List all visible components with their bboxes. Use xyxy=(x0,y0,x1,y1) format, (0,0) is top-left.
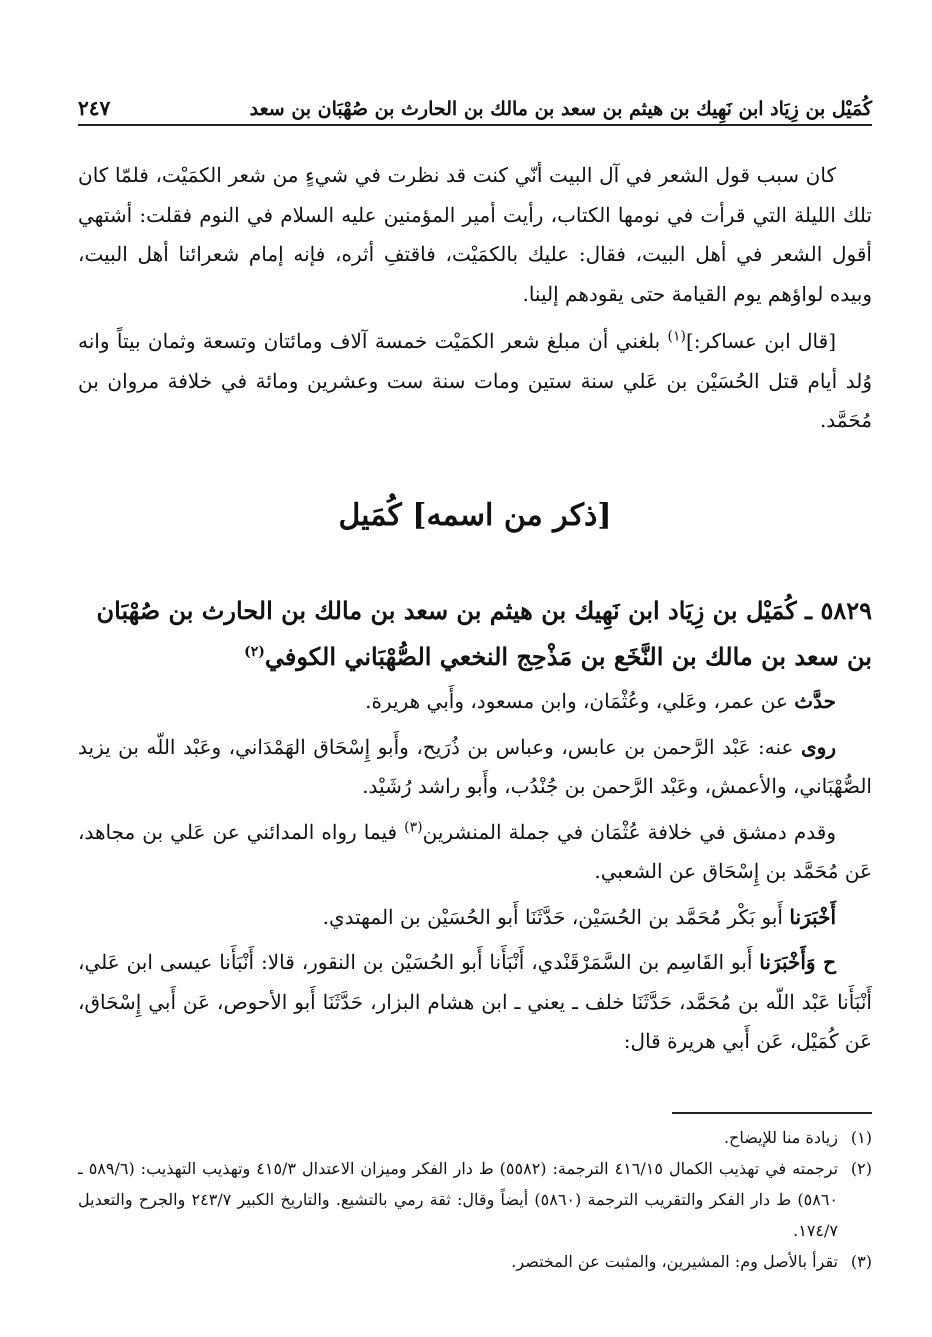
rawa-text: عنه: عَبْد الرَّحمن بن عابس، وعباس بن ذُرَيح، وأَبو إِسْحَاق الهَمْدَاني، وعَبْد اللّه بن يزيد الصُّهْبَاني، والأعمش، وعَبْد الرَّحمن بن جُنْدُب، وأَبو راشد رُشَيْد. xyxy=(78,734,872,798)
entry-text-block xyxy=(78,682,872,1062)
keyword-haddath: حدَّث xyxy=(794,689,836,713)
paragraph-ibn-asakir xyxy=(78,322,872,441)
entry-title: ٥٨٢٩ ـ كُمَيْل بن زِيَاد ابن نَهِيك بن هيثم بن سعد بن مالك بن الحارث بن صُهْبَان بن سعد بن مالك بن النَّخَع بن مَذْحِج النخعي الصُّهْبَاني الكوفي xyxy=(96,596,872,671)
entry-heading xyxy=(78,588,872,680)
running-title: كُمَيْل بن زِيَاد ابن نَهِيك بن هيثم بن سعد بن مالك بن الحارث بن صُهْبَان بن سعد xyxy=(249,98,872,120)
keyword-rawa: روى xyxy=(801,734,836,759)
footnote-ref-1[interactable]: (١) xyxy=(667,328,687,345)
footnote-text: تقرأ بالأصل وم: المشيرين، والمثبت عن المختصر. xyxy=(511,1252,838,1271)
footnote-item xyxy=(78,1153,872,1246)
footnote-text: زيادة منا للإيضاح. xyxy=(723,1128,838,1147)
paragraph-qadima xyxy=(78,813,872,892)
paragraph-hawa xyxy=(78,943,872,1062)
footnote-text: ترجمته في تهذيب الكمال ٤١٦/١٥ الترجمة: (٥٥٨٢) ط دار الفكر وميزان الاعتدال ٤١٥/٣ وتهذيب التهذيب: (٥٨٩/٦ ـ ٥٨٦٠) ط دار الفكر والتقريب الترجمة (٥٨٦٠) أيضاً وقال: ثقة رمي بالتشيع. والتاريخ الكبير ٢٤٣/٧ والجرح والتعديل ١٧٤/٧. xyxy=(78,1159,839,1240)
haddath-text: عن عمر، وعَلي، وعُثْمَان، وابن مسعود، وأَبي هريرة. xyxy=(365,689,795,713)
hawa-text: أَبو القَاسِم بن السَّمَرْقَنْدي، أَنْبَأَنا أَبو الحُسَيْن بن النقور، قالا: أَنْبَأَنا عيسى ابن عَلي، أَنْبَأَنا عَبْد اللّه بن مُحَمَّد، حَدَّثَنَا خلف ـ يعني ـ ابن هشام البزار، حَدَّثَنَا أَبو الأحوص، عَن أَبي إِسْحَاق، عَن كُمَيْل، عَن أَبي هريرة قال: xyxy=(78,950,872,1053)
top-text-block xyxy=(78,156,872,441)
footnote-item xyxy=(78,1246,872,1277)
footnote-item xyxy=(78,1122,872,1153)
footnote-number: (١) xyxy=(850,1128,872,1147)
page-number: ٢٤٧ xyxy=(78,96,111,120)
footnote-ref-3[interactable]: (٣) xyxy=(404,818,423,835)
footnote-number: (٣) xyxy=(850,1252,872,1271)
keyword-hawa: ح وَأَخْبَرَنا xyxy=(759,950,836,974)
paragraph-rawa xyxy=(78,728,872,807)
footnote-number: (٢) xyxy=(850,1159,872,1178)
page-header xyxy=(78,86,872,126)
keyword-akhbarana: أَخْبَرَنا xyxy=(789,904,836,929)
footnote-divider xyxy=(672,1112,872,1114)
ibn-asakir-text: بلغني أن مبلغ شعر الكمَيْت خمسة آلاف ومائتان وتسعة وثمان بيتاً وانه وُلد أيام قتل الحُسَيْن بن عَلي سنة ستين ومات سنة ست وعشرين ومائة في خلافة مروان بن مُحَمَّد. xyxy=(78,329,872,432)
akhbarana-text: أَبو بَكْر مُحَمَّد بن الحُسَيْن، حَدَّثَنَا أَبو الحُسَيْن بن المهتدي. xyxy=(322,904,790,929)
footnotes xyxy=(78,1122,872,1277)
paragraph-dream: كان سبب قول الشعر في آل البيت أنّي كنت قد نظرت في شيءٍ من شعر الكمَيْت، فلمّا كان تلك الليلة التي قرأت في نومها الكتاب، رأيت أمير المؤمنين عليه السلام في النوم فقلت: أشتهي أقول الشعر في أهل البيت، فقال: عليك بالكمَيْت، فاقتفِ أثره، فإنه إمام شعرائنا أهل البيت، وبيده لواؤهم يوم القيامة حتى يقودهم إلينا. xyxy=(78,163,872,306)
qadima-text-b: فيما رواه المدائني عن عَلي بن مجاهد، عَن مُحَمَّد بن إِسْحَاق عن الشعبي. xyxy=(78,819,872,883)
section-heading: [ذكر من اسمه] كُمَيل xyxy=(338,498,612,533)
qadima-text-a: وقدم دمشق في خلافة عُثْمَان في جملة المنشرين xyxy=(422,819,836,844)
paragraph-akhbarana xyxy=(78,898,872,938)
footnote-ref-2[interactable]: (٢) xyxy=(244,644,265,660)
ibn-asakir-prefix: [قال ابن عساكر:] xyxy=(686,329,836,353)
paragraph-haddath xyxy=(78,682,872,722)
